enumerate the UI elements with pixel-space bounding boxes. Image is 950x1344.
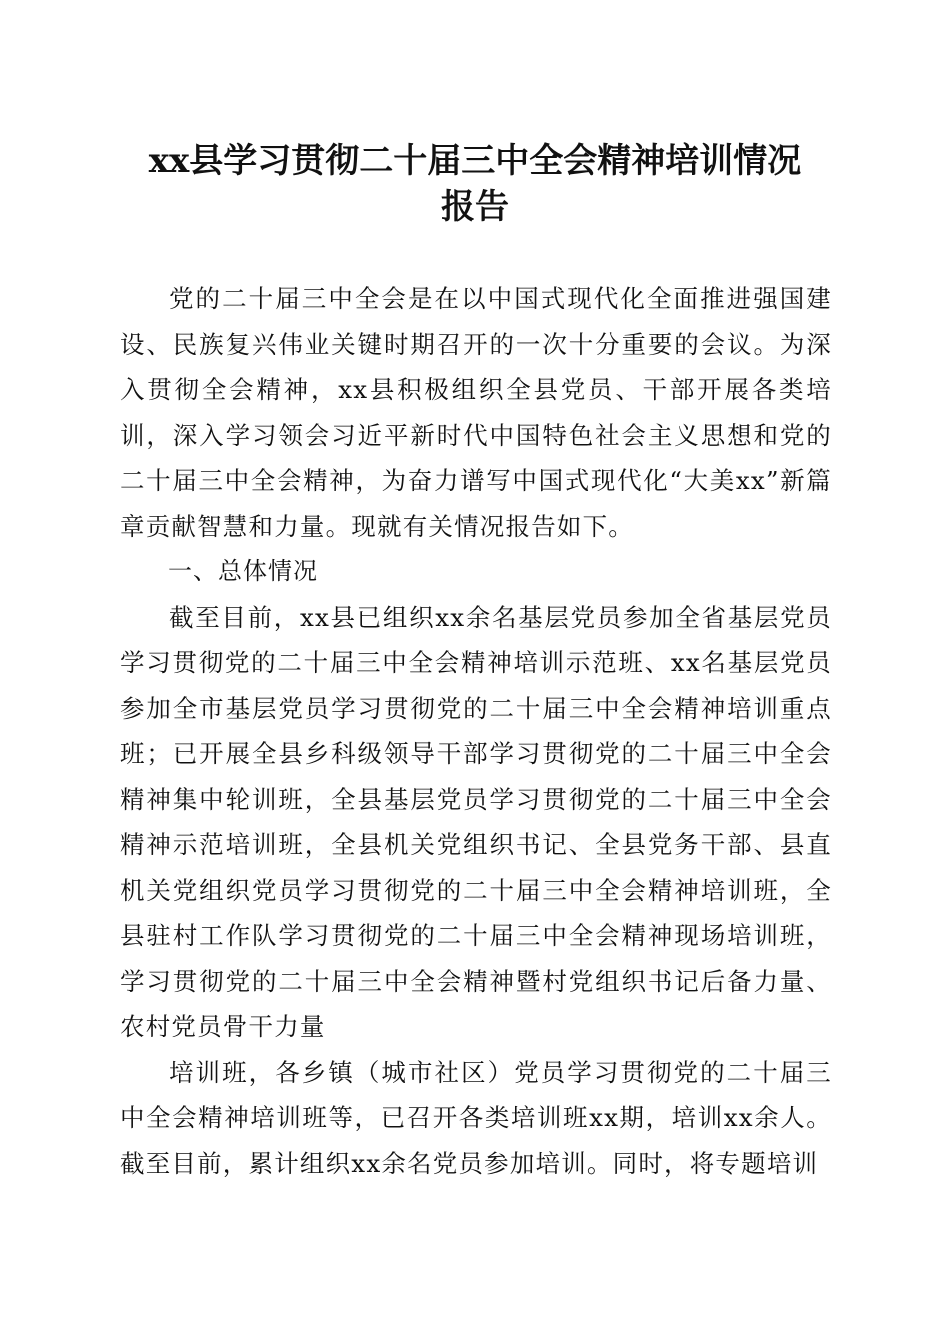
section-heading-overall: 一、总体情况 [168, 557, 318, 585]
section1-paragraph-2: 培训班，各乡镇（城市社区）党员学习贯彻党的二十届三中全会精神培训班等，已召开各类培训班xx期，培训xx余人。截至目前，累计组织xx余名党员参加培训。同时，将专题培训 [120, 1057, 832, 1178]
intro-paragraph: 党的二十届三中全会是在以中国式现代化全面推进强国建设、民族复兴伟业关键时期召开的一次十分重要的会议。为深入贯彻全会精神，xx县积极组织全县党员、干部开展各类培训，深入学习领会习近平新时代中国特色社会主义思想和党的二十届三中全会精神，为奋力谱写中国式现代化“大美xx”新篇章贡献智慧和力量。现就有关情况报告如下。 [120, 284, 832, 541]
document-body [120, 276, 832, 1186]
section1-paragraph-1: 截至目前，xx县已组织xx余名基层党员参加全省基层党员学习贯彻党的二十届三中全会精神培训示范班、xx名基层党员参加全市基层党员学习贯彻党的二十届三中全会精神培训重点班；已开展全县乡科级领导干部学习贯彻党的二十届三中全会精神集中轮训班，全县基层党员学习贯彻党的二十届三中全会精神示范培训班，全县机关党组织书记、全县党务干部、县直机关党组织党员学习贯彻党的二十届三中全会精神培训班，全县驻村工作队学习贯彻党的二十届三中全会精神现场培训班，学习贯彻党的二十届三中全会精神暨村党组织书记后备力量、农村党员骨干力量 [120, 602, 832, 1041]
document-title [100, 138, 850, 230]
title-line-2: 报告 [441, 187, 509, 227]
title-line-1: xx县学习贯彻二十届三中全会精神培训情况 [148, 141, 802, 181]
